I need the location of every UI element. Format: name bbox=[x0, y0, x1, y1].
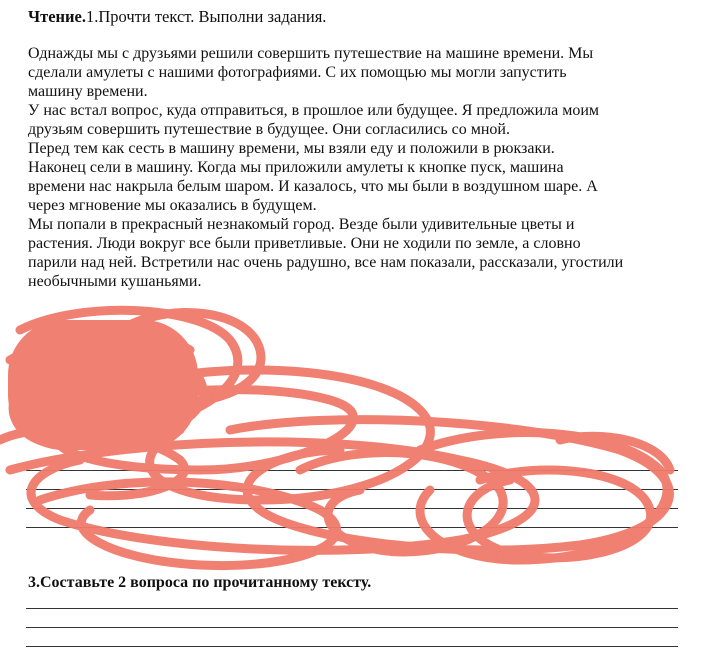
worksheet-heading bbox=[28, 7, 326, 27]
story-line: Мы попали в прекрасный незнакомый город. Везде были удивительные цветы и bbox=[28, 216, 575, 233]
story-line: Наконец сели в машину. Когда мы приложили амулеты к кнопке пуск, машина bbox=[28, 159, 564, 176]
answer-lines-task3 bbox=[26, 608, 678, 665]
story-line: У нас встал вопрос, куда отправиться, в прошлое или будущее. Я предложила моим bbox=[28, 102, 600, 119]
answer-line bbox=[26, 646, 678, 647]
answer-line bbox=[26, 627, 678, 628]
story-line: парили над ней. Встретили нас очень радушно, все нам показали, рассказали, угостили bbox=[28, 254, 624, 271]
answer-line bbox=[26, 508, 678, 509]
story-line: через мгновение мы оказались в будущем. bbox=[28, 197, 317, 214]
story-line: друзьям совершить путешествие в будущее. Они согласились со мной. bbox=[28, 121, 510, 138]
story-line: времени нас накрыла белым шаром. И казалось, что мы были в воздушном шаре. А bbox=[28, 178, 598, 195]
story-line: Однажды мы с друзьями решили совершить путешествие на машине времени. Мы bbox=[28, 45, 594, 62]
answer-line bbox=[26, 470, 678, 471]
answer-lines-task2 bbox=[26, 470, 678, 546]
answer-line bbox=[26, 489, 678, 490]
reading-label: Чтение. bbox=[28, 7, 86, 26]
task3-prompt: 3.Составьте 2 вопроса по прочитанному тексту. bbox=[28, 574, 372, 591]
story-line: необычными кушаньями. bbox=[28, 273, 202, 290]
story-line: растения. Люди вокруг все были приветливые. Они не ходили по земле, а словно bbox=[28, 235, 581, 252]
answer-line bbox=[26, 608, 678, 609]
story-text bbox=[28, 44, 688, 291]
instruction-text: 1.Прочти текст. Выполни задания. bbox=[86, 7, 327, 26]
story-line: Перед тем как сесть в машину времени, мы взяли еду и положили в рюкзаки. bbox=[28, 140, 555, 157]
story-line: машину времени. bbox=[28, 83, 148, 100]
story-line: сделали амулеты с нашими фотографиями. С их помощью мы могли запустить bbox=[28, 64, 567, 81]
answer-line bbox=[26, 527, 678, 528]
